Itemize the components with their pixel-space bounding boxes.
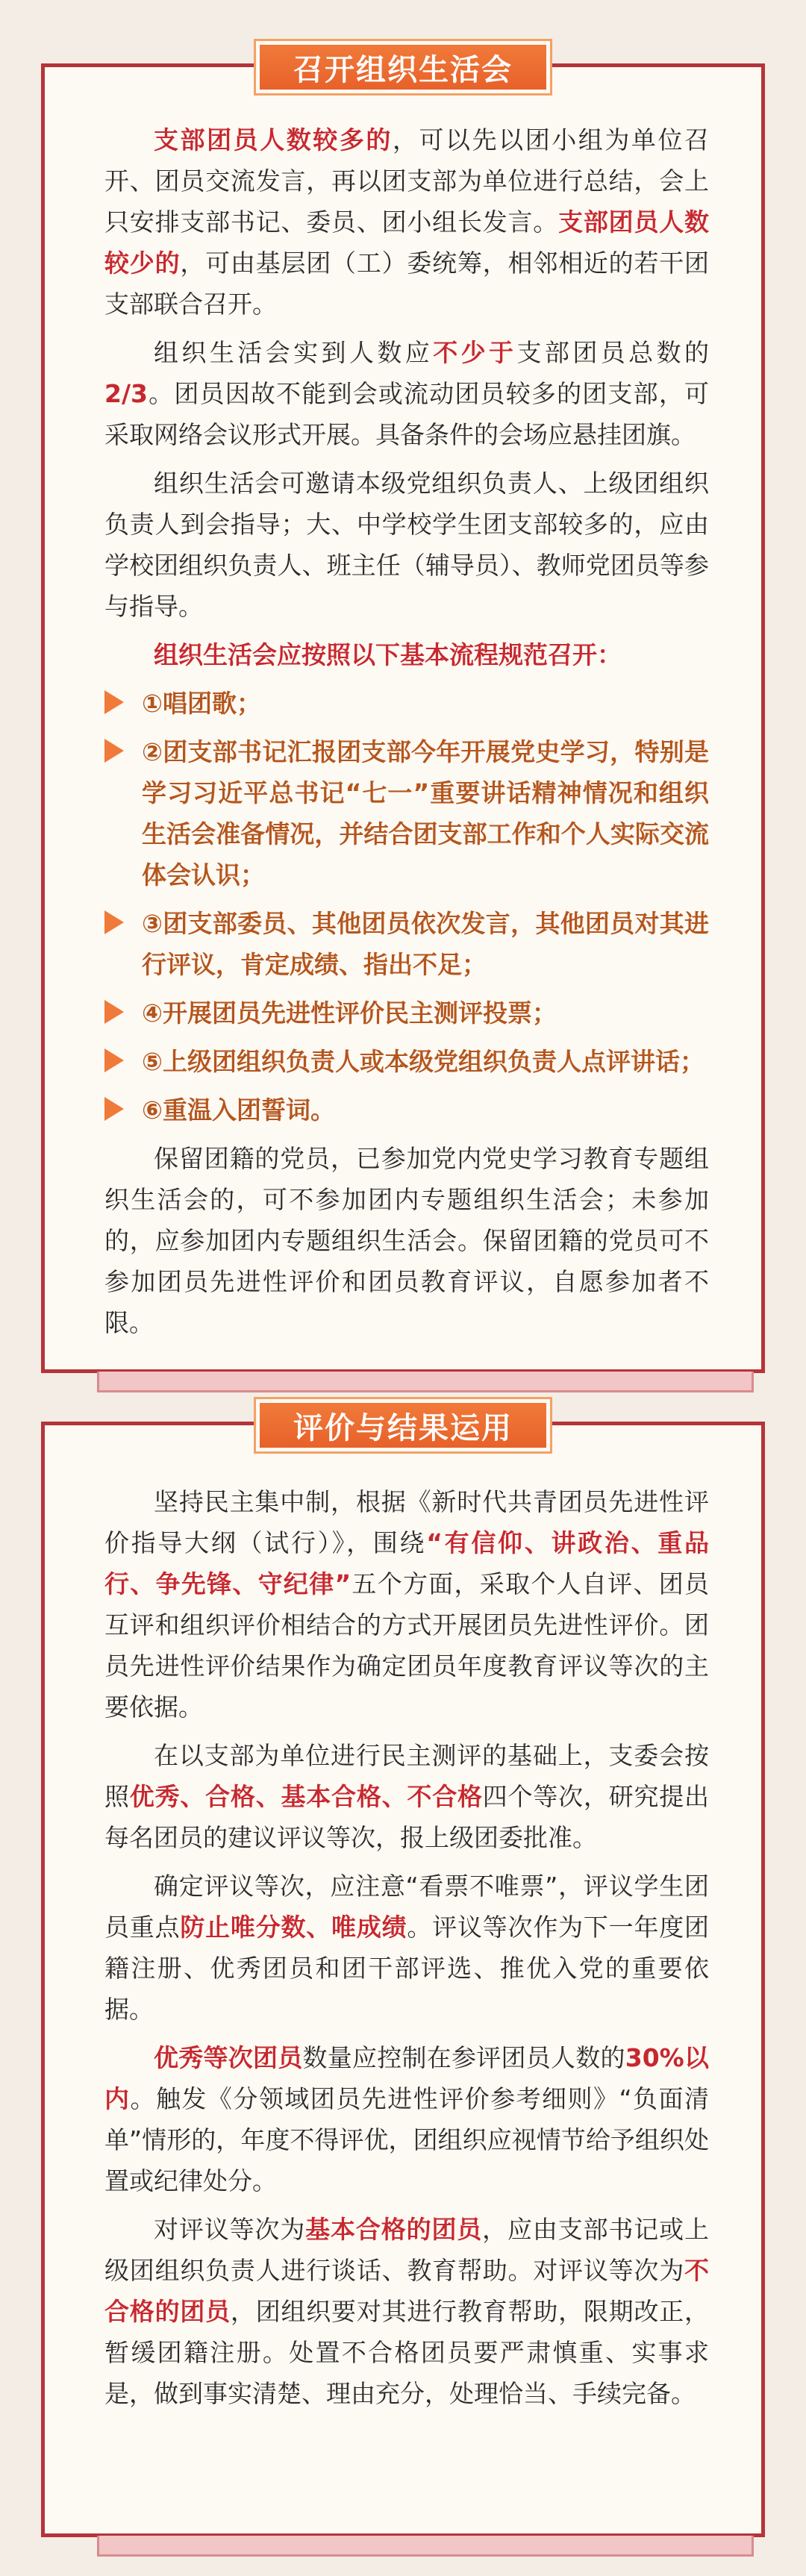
section-title-frame [254,1397,552,1454]
body-text: 。团员因故不能到会或流动团员较多的团支部，可采取网络会议形式开展。具备条件的会场应悬挂团旗。 [104,379,709,449]
paragraph [104,1735,709,1858]
paragraph [104,332,709,455]
paragraph [104,2037,709,2201]
arrow-right-icon [104,910,124,934]
paragraph [104,119,709,325]
step-text: ③团支部委员、其他团员依次发言，其他团员对其进行评议，肯定成绩、指出不足； [142,909,709,979]
paragraph: 组织生活会可邀请本级党组织负责人、上级团组织负责人到会指导；大、中学校学生团支部较多的，应由学校团组织负责人、班主任（辅导员）、教师党团员等参与指导。 [104,469,709,621]
arrow-right-icon [104,1097,124,1121]
step-text: ⑥重温入团誓词。 [142,1095,335,1125]
step-text: ④开展团员先进性评价民主测评投票； [142,998,557,1028]
arrow-right-icon [104,1000,124,1024]
body-text: 。触发《分领域团员先进性评价参考细则》“负面清单”情形的，年度不得评优，团组织应视情节给予组织处置或纪律处分。 [104,2084,709,2195]
body-text: ，可以先以团小组为单位召开、团员交流发言，再以团支部为单位进行总结，会上只安排支部书记、委员、团小组长发言。 [104,125,710,237]
section-title-frame [254,39,552,96]
body-text: 坚持民主集中制，根据《新时代共青团员先进性评价指导大纲（试行）》，围绕 [104,1487,709,1557]
highlight-text: 优秀、合格、基本合格、不合格 [129,1782,483,1811]
highlight-text: 优秀等次团员 [154,2043,303,2072]
paragraph [104,2209,709,2414]
paragraph [104,1481,709,1728]
body-text: 五个方面，采取个人自评、团员互评和组织评价相结合的方式开展团员先进性评价。团员先进性评价结果作为确定团员年度教育评议等次的主要依据。 [104,1569,709,1722]
paragraph: 保留团籍的党员，已参加党内党史学习教育专题组织生活会的，可不参加团内专题组织生活会；未参加的，应参加团内专题组织生活会。保留团籍的党员可不参加团员先进性评价和团员教育评议，自愿参加者不限。 [104,1144,709,1337]
body-text: 数量应控制在参评团员人数的 [302,2043,625,2072]
body-text: 支部团员总数的 [516,338,710,367]
steps-heading: 组织生活会应按照以下基本流程规范召开： [154,640,622,669]
card-bottom-decoration [97,2536,754,2557]
step-item [104,683,709,724]
highlight-text: 支部团员人数较少的 [104,207,710,278]
highlight-text: “有信仰、讲政治、重品行、争先锋、守纪律” [104,1528,709,1598]
body-text: 对评议等次为 [154,2215,306,2244]
step-item [104,1090,709,1131]
body-text: 组织生活会实到人数应 [154,338,434,367]
body-text: 确定评议等次，应注意“看票不唯票”，评议学生团员重点 [104,1872,709,1942]
highlight-text: 防止唯分数、唯成绩 [180,1913,407,1942]
arrow-right-icon [104,739,124,763]
highlight-text: 不合格的团员 [104,2256,709,2326]
body-text: 四个等次，研究提出每名团员的建议评议等次，报上级团委批准。 [104,1782,710,1852]
step-item [104,992,709,1034]
card-bottom-decoration [97,1372,754,1392]
highlight-text: 30%以内 [104,2043,709,2113]
steps-list [104,683,709,1131]
step-text: ①唱团歌； [142,689,261,718]
paragraph [104,1866,709,2030]
highlight-text: 支部团员人数较多的 [154,125,393,154]
highlight-text: 不少于 [433,338,517,367]
section-card-meeting [41,52,765,1373]
step-item [104,1041,709,1082]
body-text: ，团组织要对其进行教育帮助，限期改正，暂缓团籍注册。处置不合格团员要严肃慎重、实事求是，做到事实清楚、理由充分，处理恰当、手续完备。 [104,2297,710,2408]
step-text: ②团支部书记汇报团支部今年开展党史学习，特别是学习习近平总书记“七一”重要讲话精神情况和组织生活会准备情况，并结合团支部工作和个人实际交流体会认识； [142,737,709,890]
step-text: ⑤上级团组织负责人或本级党组织负责人点评讲话； [142,1047,705,1076]
body-text: 。评议等次作为下一年度团籍注册、优秀团员和团干部评选、推优入党的重要依据。 [104,1913,710,2024]
highlight-text: 2/3 [104,379,148,408]
section-content [104,119,709,1351]
section-title: 召开组织生活会 [260,45,546,90]
step-item [104,731,709,895]
section-card-evaluation [41,1410,765,2537]
arrow-right-icon [104,690,124,714]
section-title: 评价与结果运用 [260,1403,546,1448]
arrow-right-icon [104,1048,124,1072]
body-text: ，可由基层团（工）委统筹，相邻相近的若干团支部联合召开。 [104,248,710,319]
body-text: 在以支部为单位进行民主测评的基础上，支委会按照 [104,1741,709,1811]
highlight-text: 基本合格的团员 [305,2215,483,2244]
body-text: ，应由支部书记或上级团组织负责人进行谈话、教育帮助。对评议等次为 [104,2215,710,2285]
section-content [104,1481,709,2422]
step-item [104,903,709,985]
